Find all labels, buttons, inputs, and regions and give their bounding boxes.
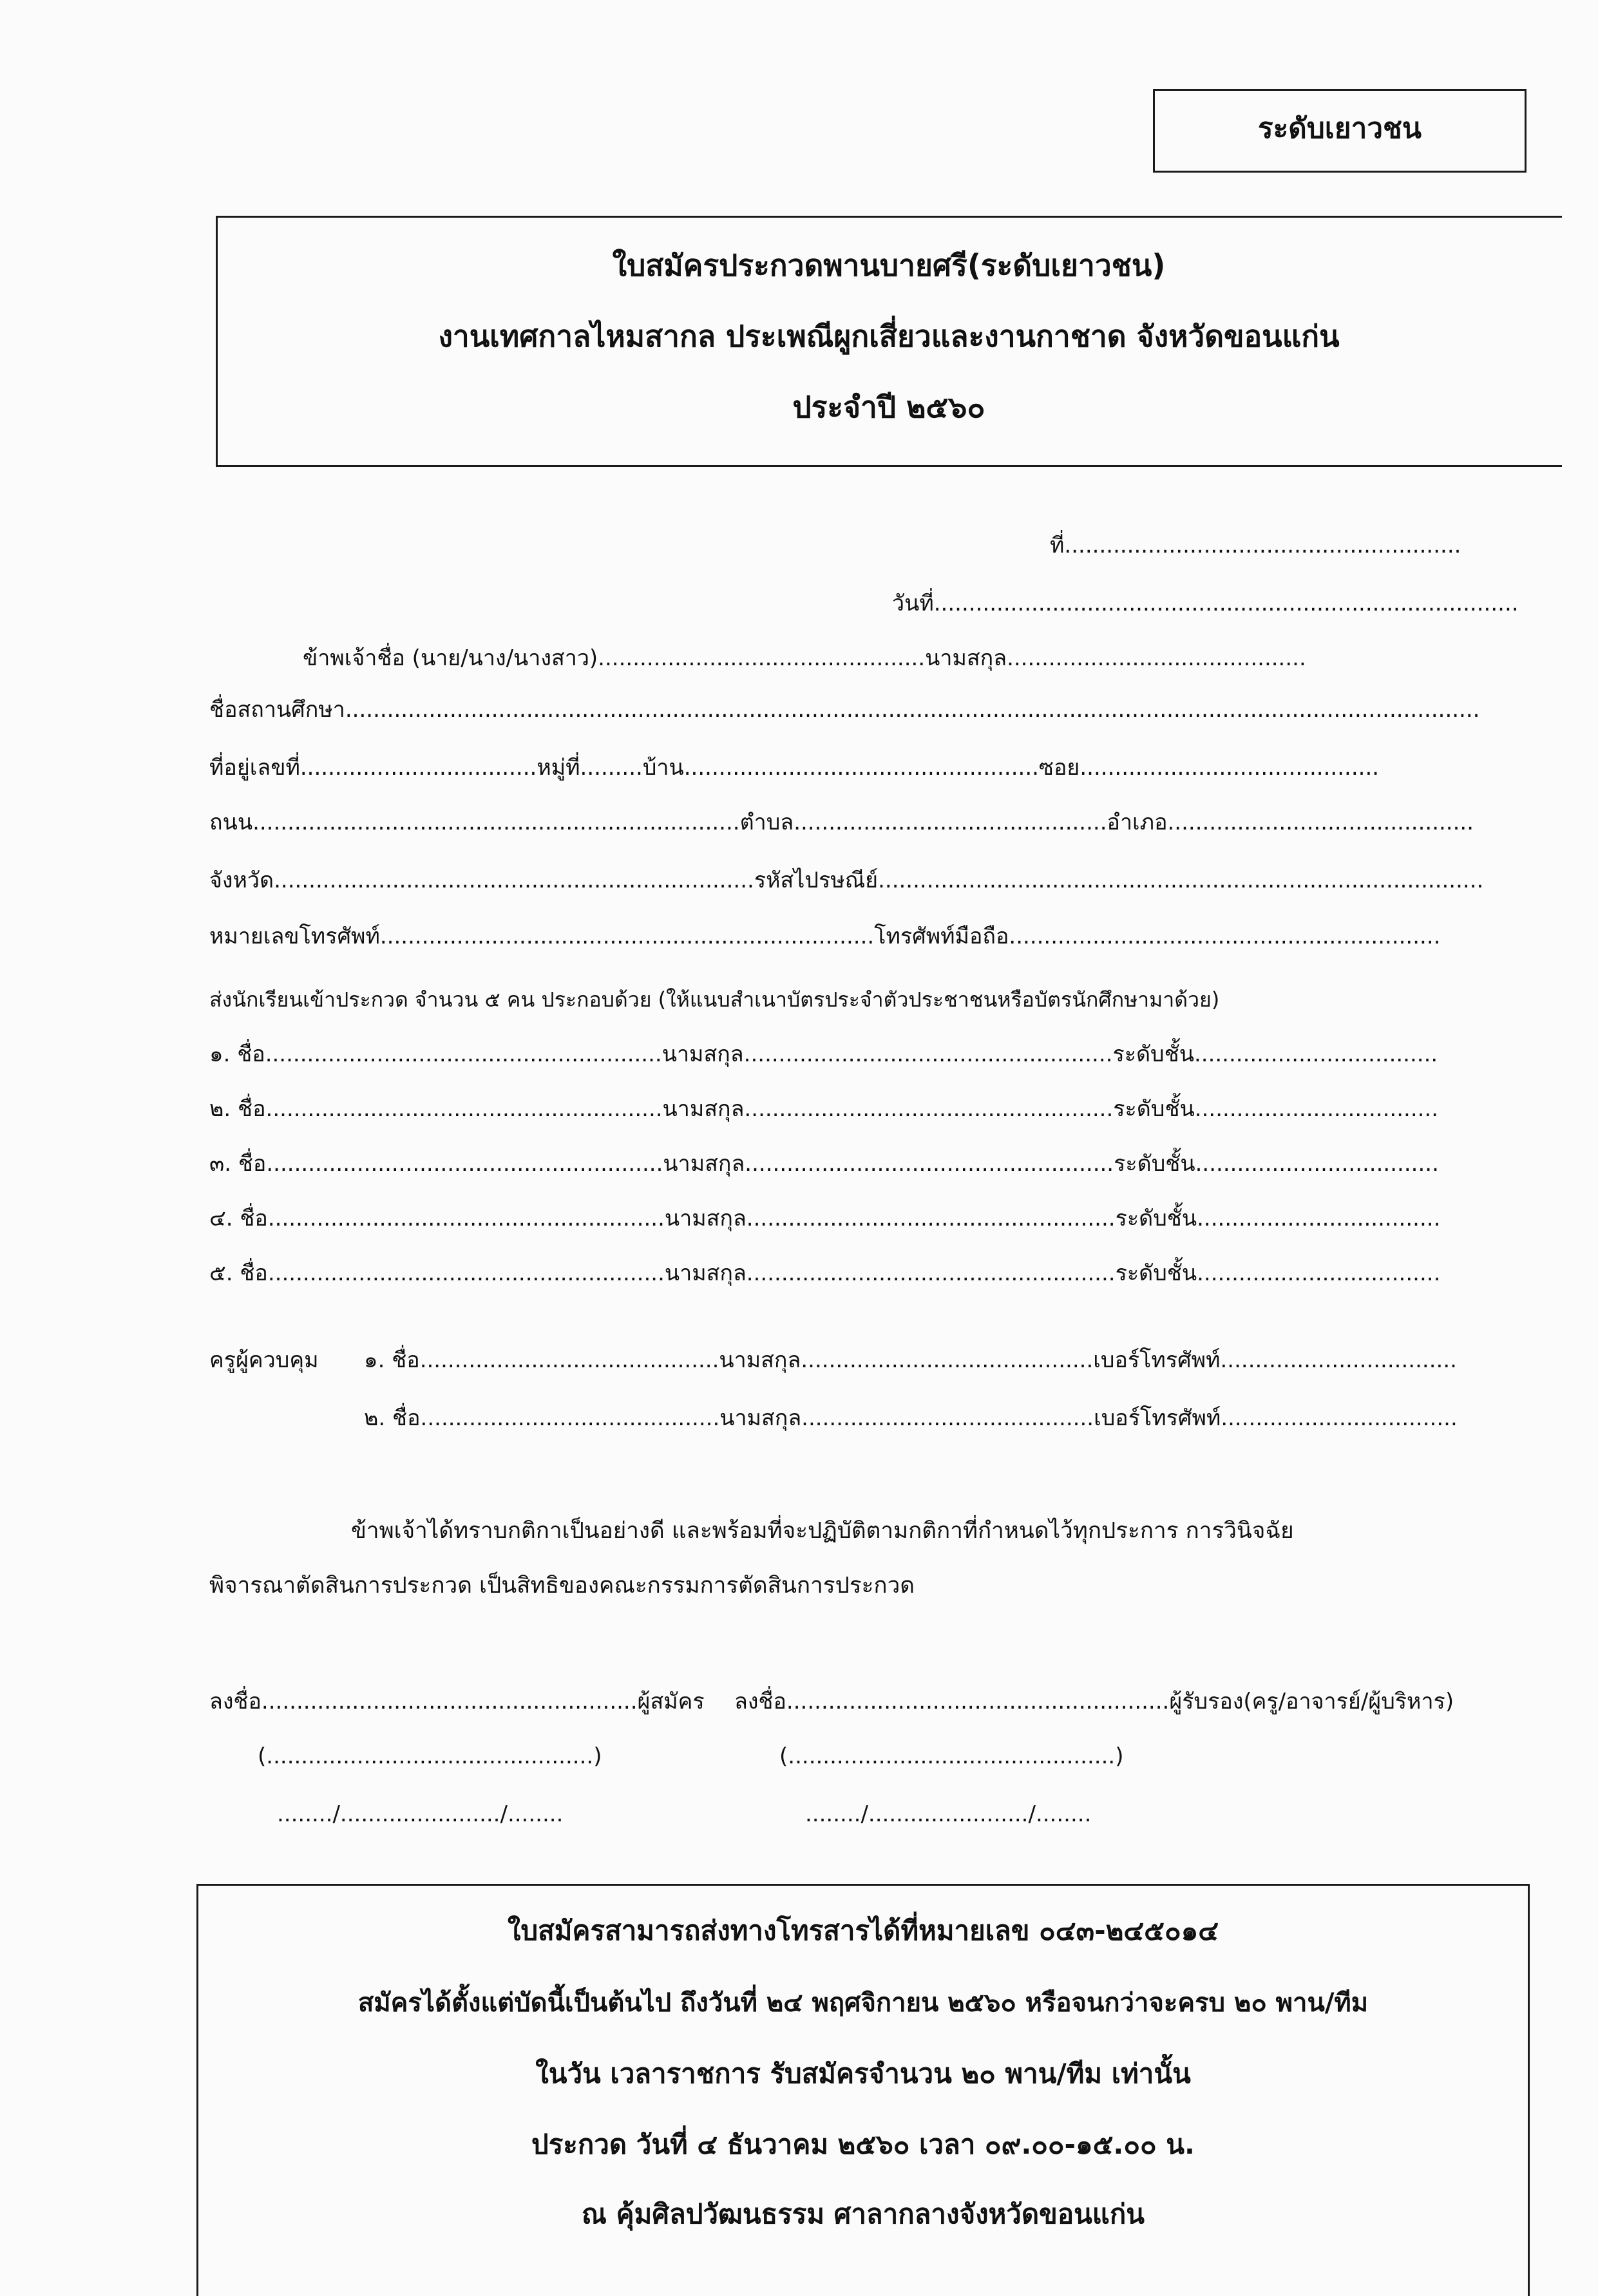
student-row[interactable]: ๔. ชื่อ.........................................................นามสกุล.....................................................ระดับชั้น................................... xyxy=(209,1206,1441,1231)
header-title-line1: ใบสมัครประกวดพานบายศรี(ระดับเยาวชน) xyxy=(612,248,1166,283)
date-field[interactable]: วันที่.................................................................................... xyxy=(892,591,1519,616)
student-row[interactable]: ๑. ชื่อ.........................................................นามสกุล.....................................................ระดับชั้น................................... xyxy=(209,1041,1438,1067)
declaration-line1: ข้าพเจ้าได้ทราบกติกาเป็นอย่างดี และพร้อมที่จะปฏิบัติตามกติกาที่กำหนดไว้ทุกประการ การวินิจฉัย xyxy=(351,1518,1294,1544)
address-line1[interactable]: ที่อยู่เลขที่..................................หมู่ที่.........บ้าน...................................................ซอย........................................... xyxy=(209,755,1380,781)
certifier-printed-name[interactable]: (...............................................) xyxy=(779,1743,1124,1769)
footer-line2: สมัครได้ตั้งแต่บัดนี้เป็นต้นไป ถึงวันที่ ๒๔ พฤศจิกายน ๒๕๖๐ หรือจนกว่าจะครบ ๒๐ พาน/ทีม xyxy=(357,1988,1369,2018)
teacher-label: ครูผู้ควบคุม xyxy=(209,1347,319,1373)
school-field[interactable]: ชื่อสถานศึกษา................................................................................................................................................................... xyxy=(209,697,1480,723)
applicant-signature-field[interactable]: ลงชื่อ......................................................ผู้สมัคร xyxy=(209,1689,705,1714)
declaration-line2: พิจารณาตัดสินการประกวด เป็นสิทธิของคณะกรรมการตัดสินการประกวด xyxy=(209,1573,915,1599)
ref-no-field[interactable]: ที่......................................................... xyxy=(1050,533,1461,558)
certifier-sign-date[interactable]: ......../......................./........ xyxy=(805,1801,1092,1827)
applicant-name-field[interactable]: ข้าพเจ้าชื่อ (นาย/นาง/นางสาว)...............................................นามสกุล........................................... xyxy=(303,645,1306,671)
student-row[interactable]: ๓. ชื่อ.........................................................นามสกุล.....................................................ระดับชั้น................................... xyxy=(209,1151,1439,1177)
footer-line4: ประกวด วันที่ ๔ ธันวาคม ๒๕๖๐ เวลา ๐๙.๐๐-๑๕.๐๐ น. xyxy=(531,2129,1195,2160)
phone-field[interactable]: หมายเลขโทรศัพท์.......................................................................โทรศัพท์มือถือ.............................................................. xyxy=(209,924,1441,949)
address-line2[interactable]: ถนน......................................................................ตำบล.............................................อำเภอ............................................ xyxy=(209,810,1474,835)
header-title-line3: ประจำปี ๒๕๖๐ xyxy=(792,390,985,424)
header-title-line2: งานเทศกาลไหมสากล ประเพณีผูกเสี่ยวและงานกาชาด จังหวัดขอนแก่น xyxy=(438,319,1340,354)
address-line3[interactable]: จังหวัด.....................................................................รหัสไปรษณีย์....................................................................................... xyxy=(209,868,1484,893)
teacher-row[interactable]: ๑. ชื่อ...........................................นามสกุล..........................................เบอร์โทรศัพท์.................................. xyxy=(364,1347,1457,1373)
applicant-sign-date[interactable]: ......../......................./........ xyxy=(277,1801,564,1827)
applicant-printed-name[interactable]: (...............................................) xyxy=(258,1743,602,1769)
student-row[interactable]: ๕. ชื่อ.........................................................นามสกุล.....................................................ระดับชั้น................................... xyxy=(209,1260,1441,1286)
footer-line5: ณ คุ้มศิลปวัฒนธรรม ศาลากลางจังหวัดขอนแก่น xyxy=(581,2198,1145,2230)
footer-line3: ในวัน เวลาราชการ รับสมัครจำนวน ๒๐ พาน/ทีม เท่านั้น xyxy=(535,2058,1191,2089)
students-intro: ส่งนักเรียนเข้าประกวด จำนวน ๕ คน ประกอบด้วย (ให้แนบสำเนาบัตรประจำตัวประชาชนหรือบัตรนักศึกษามาด้วย) xyxy=(209,987,1220,1012)
teacher-row[interactable]: ๒. ชื่อ...........................................นามสกุล..........................................เบอร์โทรศัพท์.................................. xyxy=(364,1405,1458,1431)
student-row[interactable]: ๒. ชื่อ.........................................................นามสกุล.....................................................ระดับชั้น................................... xyxy=(209,1096,1439,1122)
footer-line1: ใบสมัครสามารถส่งทางโทรสารได้ที่หมายเลข ๐๔๓-๒๔๕๐๑๔ xyxy=(507,1915,1219,1946)
level-badge: ระดับเยาวชน xyxy=(1258,112,1422,145)
certifier-signature-field[interactable]: ลงชื่อ.......................................................ผู้รับรอง(ครู/อาจารย์/ผู้บริหาร) xyxy=(734,1689,1454,1714)
